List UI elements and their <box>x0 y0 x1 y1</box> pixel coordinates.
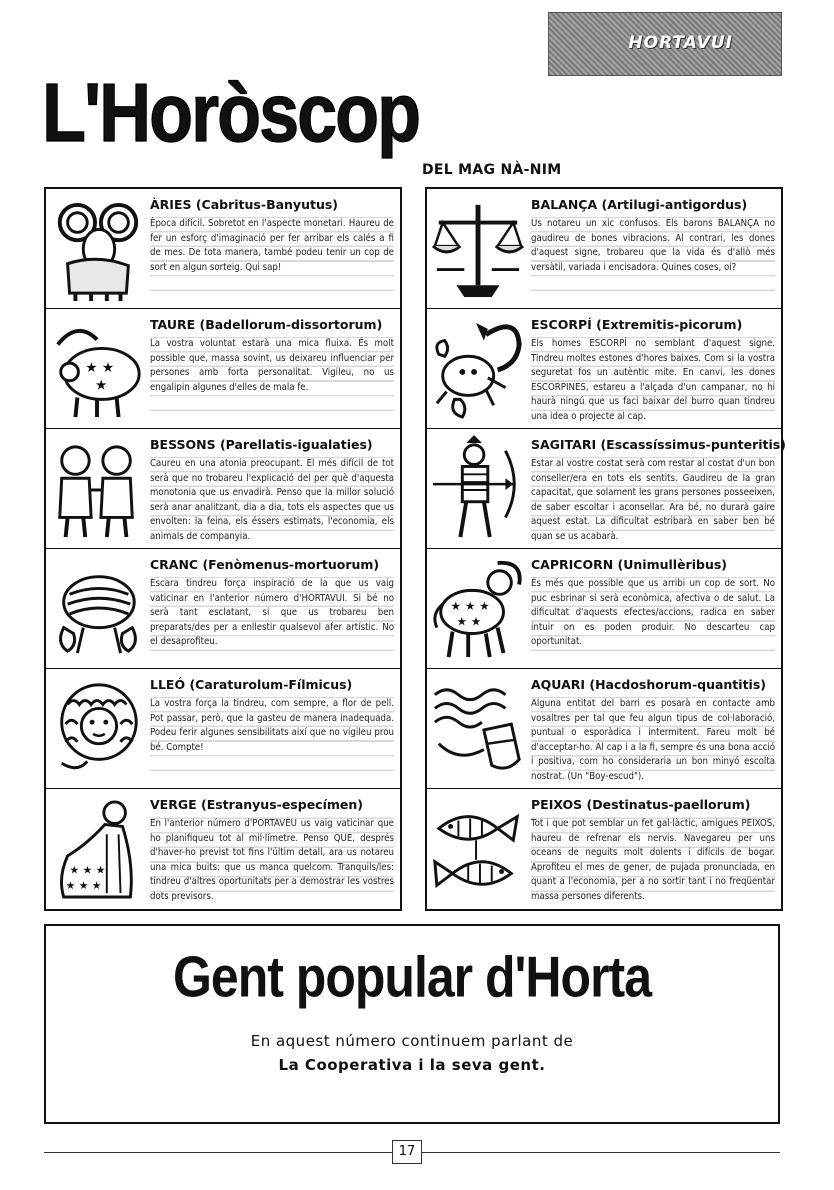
svg-text:★: ★ <box>95 377 108 394</box>
ram-icon <box>48 195 146 303</box>
sign-capricorn <box>427 549 781 669</box>
fish-icon <box>429 795 527 903</box>
horoscope-column-right <box>425 187 786 911</box>
page-number: 17 <box>392 1140 422 1164</box>
sign-text: La vostra voluntat estarà una mica fluixa. És molt possible que, massa sovint, us deixareu influenciar per persones amb forta personalitat. Vigileu, no us engalipin algunes d'elles de mala fe. <box>150 337 394 424</box>
sign-text: En l'anterior número d'PORTAVEU us vaig vaticinar que ho planifiqueu tot al mil·límetre. Penso QUE, després d'haver-ho previst tot fins l'últim detall, ara us notareu una mica buits: que us manca quelcom. Tranquils/les: tindreu d'altres oportunitats per a demostrar les vostres dots previsors. <box>150 817 394 905</box>
twins-icon <box>48 435 146 543</box>
sign-title: TAURE (Badellorum-dissortorum) <box>150 317 383 332</box>
sign-text: Època difícil. Sobretot en l'aspecte monetari. Haureu de fer un esforç d'imaginació per fer arribar els calés a fi de mes. De tota manera, també podeu tenir un cop de sort en algun sorteig. Qui sap! <box>150 217 394 304</box>
crab-icon <box>48 555 146 663</box>
sign-verge <box>46 789 400 909</box>
sign-title: BALANÇA (Artilugi-antigordus) <box>531 197 748 212</box>
footer-rule-right <box>422 1152 780 1153</box>
sign-text: Els homes ESCORPÍ no semblant d'aquest signe. Tindreu moltes estones d'hores baixes. Com si la vostra seguretat fos un autèntic mite. En canvi, les dones ESCORPINES, estareu a l'alçada d'un campanar, no hi haurà ningú que us faci baixar del burro quan tindreu una idea o projecte al cap. <box>531 337 775 424</box>
sign-text: Estar al vostre costat serà com restar al costat d'un bon conseller/era en tots els sentits. Gaudireu de la gran capacitat, que solament les grans persones posseeixen, de saber escoltar i aconsellar. Ara bé, no durarà gaire aquest estat. La dificultat estribarà en saber ben bé quan se us acabarà. <box>531 457 775 544</box>
sign-text: Caureu en una atonia preocupant. El més difícil de tot serà que no trobareu l'explicació del per què d'aquesta monotonia que us envadirà. Penso que la millor solució serà anar analitzant, dia a dia, tots els aspectes que us envolten: la feina, els éssers estimats, l'economia, els animals de companyia. <box>150 457 394 544</box>
feature-subtitle: En aquest número continuem parlant de <box>250 1032 574 1050</box>
scales-icon <box>429 195 527 303</box>
byline: DEL MAG NÀ-NIM <box>422 162 562 178</box>
sign-aries <box>46 189 400 309</box>
sign-text: Us notareu un xic confusos. Els barons BALANÇA no gaudireu de bones vibracions. Al contrari, les dones d'aquest signe, trobareu que la vida és d'allò més versàtil, variada i encisadora. Quines coses, oi? <box>531 217 775 304</box>
section-label: HORTAVUI <box>628 33 733 53</box>
footer-rule-left <box>44 1152 392 1153</box>
sign-escorpi <box>427 309 781 429</box>
sign-title: ESCORPÍ (Extremitis-picorum) <box>531 317 743 332</box>
sign-lleo <box>46 669 400 789</box>
virgin-icon <box>48 795 146 903</box>
sign-title: VERGE (Estranyus-especímen) <box>150 797 363 812</box>
svg-text:★ ★ ★: ★ ★ ★ <box>65 879 102 893</box>
svg-text:★ ★: ★ ★ <box>85 359 115 376</box>
page-title: L'Horòscop <box>42 67 420 160</box>
sign-text: És més que possible que us arribi un cop de sort. No puc esbrinar si serà econòmica, afectiva o de salut. La dificultat d'aquests efectes/accions, radica en saber intuir on es poden produir. No descarteu cap oportunitat. <box>531 577 775 664</box>
svg-text:★ ★: ★ ★ <box>456 614 482 629</box>
sign-title: CRANC (Fenòmenus-mortuorum) <box>150 557 380 572</box>
water-jug-icon <box>429 675 527 783</box>
feature-box <box>44 924 780 1124</box>
sign-cranc <box>46 549 400 669</box>
sign-text: Alguna entitat del barri es posarà en contacte amb vosaltres per tal que feu algun tipus de col·laboració, puntual o esporàdica i intermitent. Fareu molt bé d'acceptar-ho. Al cap i a la fi, sempre és una bona acció i positiva, com ho consideraria un bon minyó escolta nostrat. (Un "Boy-escud"). <box>531 697 775 784</box>
feature-title: Gent popular d'Horta <box>173 944 651 1010</box>
feature-subtitle-bold: La Cooperativa i la seva gent. <box>278 1056 546 1074</box>
svg-text:★ ★ ★: ★ ★ ★ <box>69 863 106 877</box>
archer-icon <box>429 435 527 543</box>
lion-icon <box>48 675 146 783</box>
scorpion-icon <box>429 315 527 423</box>
sign-taure <box>46 309 400 429</box>
horoscope-column-left <box>44 187 402 911</box>
sign-sagitari <box>427 429 786 549</box>
sign-title: PEIXOS (Destinatus-paellorum) <box>531 797 751 812</box>
sign-bessons <box>46 429 400 549</box>
sign-peixos <box>427 789 781 909</box>
bull-icon <box>48 315 146 423</box>
sign-title: LLEÓ (Caraturolum-Fílmicus) <box>150 677 353 692</box>
sign-text: Escara tindreu força inspiració de la que us vaig vaticinar en l'anterior número d'HORTAVUI. Si bé no serà tant esclatant, si que us trobareu ben preparats/des per a enllestir qualsevol afer artístic. No el desaprofiteu. <box>150 577 394 664</box>
sign-aquari <box>427 669 781 789</box>
goat-icon <box>429 555 527 663</box>
section-masthead <box>548 12 782 76</box>
sign-balanca <box>427 189 781 309</box>
sign-title: SAGITARI (Escassíssimus-punteritis) <box>531 437 786 452</box>
sign-title: ÀRIES (Cabritus-Banyutus) <box>150 197 339 212</box>
svg-text:★ ★ ★: ★ ★ ★ <box>450 598 490 613</box>
sign-title: CAPRICORN (Unimullèribus) <box>531 557 727 572</box>
sign-text: La vostra força la tindreu, com sempre, a flor de pell. Pot passar, però, que la gasteu de manera inadequada. Podeu ferir algunes sensibilitats així que no vigileu prou bé. Compte! <box>150 697 394 784</box>
sign-title: AQUARI (Hacdoshorum-quantitis) <box>531 677 766 692</box>
sign-text: Tot i que pot semblar un fet gal·làctic, amigues PEIXOS, haureu de refrenar els nervis. Navegareu per uns oceans de neguits molt dolents i difícils de bogar. Aprofiteu el mes de gener, de pujada pronunciada, en quant a l'economia, per a no sortir tant i no freqüentar massa persones diferents. <box>531 817 775 905</box>
sign-title: BESSONS (Parellatis-igualaties) <box>150 437 373 452</box>
